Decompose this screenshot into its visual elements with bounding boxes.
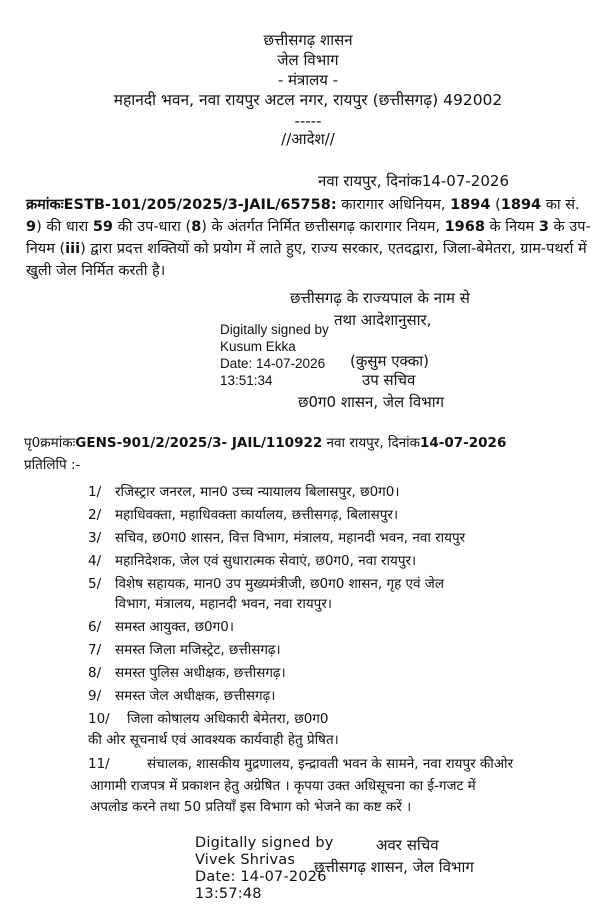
signatory-department: छ0ग0 शासन, जेल विभाग [298, 393, 445, 411]
copy-item-text: जिला कोषालय अधिकारी बेमेतरा, छ0ग0 [127, 711, 329, 727]
order-year: 1894 [450, 197, 491, 213]
copy-item-number: 9/ [88, 688, 102, 704]
order-text: का सं. [541, 197, 580, 213]
order-text: ) की धारा [36, 219, 93, 235]
copy-item-text: महानिदेशक, जेल एवं सुधारात्मक सेवाएं, छ0ग0, नवा रायपुर। [115, 553, 417, 569]
digital-signature-1-line-1: Digitally signed by [220, 322, 329, 337]
digital-signature-2-line-1: Digitally signed by [195, 835, 334, 851]
digital-signature-2-line-2: Vivek Shrivas [195, 852, 296, 868]
copy-item-number: 1/ [88, 484, 102, 500]
place-date: नवा रायपुर, दिनांक14-07-2026 [318, 172, 509, 190]
copy-item-number: 11/ [88, 756, 110, 772]
digital-signature-2-line-4: 13:57:48 [195, 886, 262, 902]
order-text: के उप-नियम ( [26, 219, 591, 257]
order-number-value: 3 [538, 219, 549, 235]
governor-line-1: छत्तीसगढ़ के राज्यपाल के नाम से [290, 289, 470, 307]
order-paragraph [26, 194, 596, 282]
order-text: ) के अंतर्गत निर्मित छत्तीसगढ़ कारागार नियम, [201, 219, 445, 235]
signatory-name: (कुसुम एक्का) [350, 352, 429, 370]
copy-item-text: समस्त जेल अधीक्षक, छत्तीसगढ़। [115, 688, 276, 704]
order-text: कारागार अधिनियम, [336, 197, 451, 213]
copy-item-number: 7/ [88, 642, 102, 658]
copy-item-number: 8/ [88, 665, 102, 681]
copy-item-number: 5/ [88, 576, 102, 592]
order-text: ( [490, 197, 501, 213]
order-text: ) द्वारा प्रदत्त शक्तियों को प्रयोग में लाते हुए, राज्य सरकार, एतदद्वारा, जिला-बेमेतरा, ग्राम-पथर्रा में खुली जेल निर्मित करती है। [26, 241, 587, 279]
signatory-2-department: छत्तीसगढ़ शासन, जेल विभाग [314, 858, 474, 876]
signatory-designation: उप सचिव [362, 371, 416, 389]
header-line-1: छत्तीसगढ़ शासन [263, 31, 353, 49]
endorsement-place: नवा रायपुर, दिनांक [322, 435, 420, 451]
header-line-2: जेल विभाग [277, 51, 339, 69]
copy-label: प्रतिलिपि :- [24, 457, 81, 473]
governor-line-2: तथा आदेशानुसार, [334, 311, 432, 329]
copy-item-text: सचिव, छ0ग0 शासन, वित्त विभाग, मंत्रालय, महानदी भवन, नवा रायपुर [115, 530, 466, 546]
digital-signature-2-line-3: Date: 14-07-2026 [195, 869, 327, 885]
item-11-line-1: संचालक, शासकीय मुद्रणालय, इन्द्रावती भवन के सामने, नवा रायपुर कीओर [147, 756, 514, 772]
order-year: 1968 [444, 219, 485, 235]
copy-item-text: समस्त जिला मजिस्ट्रेट, छत्तीसगढ़। [115, 642, 281, 658]
endorsement-prefix: पृ0क्रमांकः [24, 435, 76, 451]
order-text: के नियम [484, 219, 539, 235]
header-address: महानदी भवन, नवा रायपुर अटल नगर, रायपुर (छत्तीसगढ़) 492002 [113, 91, 503, 109]
signatory-2-designation: अवर सचिव [376, 836, 439, 854]
info-line: की ओर सूचनार्थ एवं आवश्यक कार्यवाही हेतु प्रेषित। [88, 732, 339, 748]
copy-item-number: 2/ [88, 507, 102, 523]
endorsement-line [24, 433, 506, 453]
copy-item-text: समस्त आयुक्त, छ0ग0। [115, 619, 234, 635]
item-11-line-2: आगामी राजपत्र में प्रकाशन हेतु अग्रेषित । कृपया उक्त अधिसूचना का ई-गजट में [90, 778, 476, 794]
item-11-line-3: अपलोड करने तथा 50 प्रतियॉं इस विभाग को भेजने का कष्ट करें । [90, 799, 412, 815]
order-number-value: iii [65, 241, 81, 257]
header-separator: ----- [294, 112, 322, 130]
order-number-value: 9 [26, 219, 37, 235]
copy-item-number: 4/ [88, 553, 102, 569]
order-number-value: 8 [191, 219, 202, 235]
copy-item-number: 10/ [88, 711, 110, 727]
order-number: क्रमांकःESTB-101/205/2025/3-JAIL/65758: [26, 197, 337, 213]
endorsement-number: GENS-901/2/2025/3- JAIL/110922 [75, 435, 323, 451]
order-year: 1894 [500, 197, 542, 213]
order-text: की उप-धारा ( [113, 219, 192, 235]
endorsement-date: 14-07-2026 [419, 435, 507, 451]
order-number-value: 59 [92, 219, 114, 235]
copy-item-number: 6/ [88, 619, 102, 635]
copy-item-text: महाधिवक्ता, महाधिवक्ता कार्यालय, छत्तीसगढ़, बिलासपुर। [115, 507, 399, 523]
copy-item-text: रजिस्ट्रार जनरल, मान0 उच्च न्यायालय बिलासपुर, छ0ग0। [115, 484, 400, 500]
digital-signature-1-line-3: Date: 14-07-2026 [220, 356, 326, 371]
header-line-3: - मंत्रालय - [277, 71, 339, 89]
copy-item-text: विशेष सहायक, मान0 उप मुख्यमंत्रीजी, छ0ग0 शासन, गृह एवं जेल [115, 576, 444, 592]
copy-item-text-continued: विभाग, मंत्रालय, महानदी भवन, नवा रायपुर। [115, 596, 332, 612]
digital-signature-1-line-4: 13:51:34 [220, 373, 273, 388]
order-heading: //आदेश// [281, 130, 335, 148]
copy-item-text: समस्त पुलिस अधीक्षक, छत्तीसगढ़। [115, 665, 286, 681]
copy-item-number: 3/ [88, 530, 102, 546]
digital-signature-1-line-2: Kusum Ekka [220, 339, 296, 354]
